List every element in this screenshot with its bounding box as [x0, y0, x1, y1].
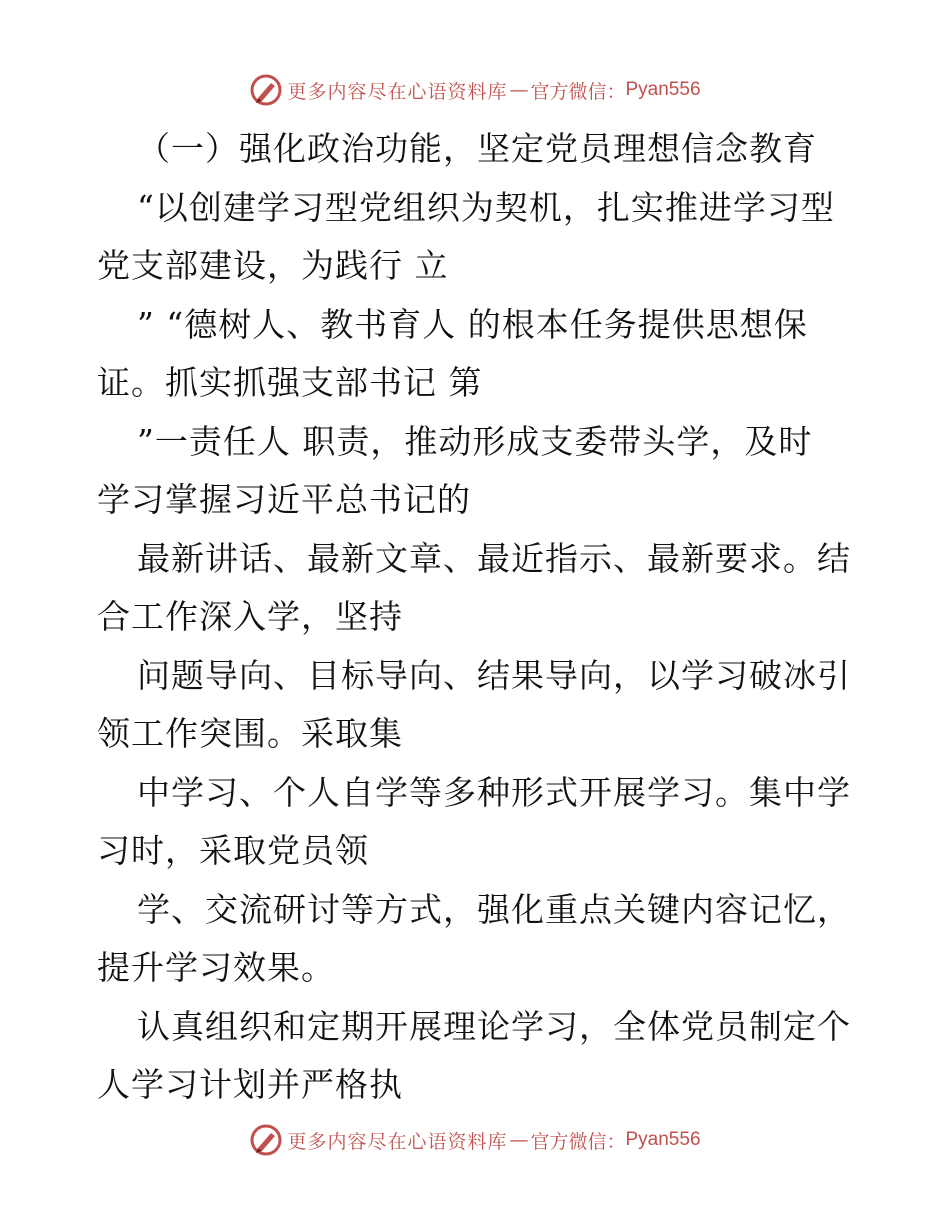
pen-logo-icon [249, 73, 283, 107]
paragraph-line: 中学习、个人自学等多种形式开展学习。集中学 [137, 772, 851, 812]
paragraph-line: ”一责任人 职责，推动形成支委带头学，及时 [137, 421, 813, 461]
paragraph-line: 领工作突围。采取集 [97, 714, 403, 753]
pen-logo-icon [249, 1123, 283, 1157]
watermark-wechat-label: 官方微信： [530, 80, 626, 103]
paragraph-line: 党支部建设，为践行 立 [97, 246, 449, 285]
paragraph-line: 人学习计划并严格执 [97, 1065, 403, 1104]
paragraph-line: 最新讲话、最新文章、最近指示、最新要求。结 [137, 538, 851, 578]
paragraph-line: “以创建学习型党组织为契机，扎实推进学习型 [137, 187, 835, 227]
document-body [97, 120, 867, 1115]
paragraph-line: 合工作深入学，坚持 [97, 597, 403, 636]
watermark-wechat-id: Pyan556 [625, 1129, 701, 1150]
paragraph-line: 认真组织和定期开展理论学习，全体党员制定个 [137, 1006, 851, 1046]
paragraph-line: 证。抓实抓强支部书记 第 [97, 363, 483, 402]
paragraph-line: 学、交流研讨等方式，强化重点关键内容记忆， [137, 889, 851, 929]
watermark-wechat-label: 官方微信： [530, 1130, 626, 1153]
watermark-brand: 更多内容尽在心语资料库 [287, 1130, 508, 1153]
paragraph-line: 习时，采取党员领 [97, 831, 369, 870]
paragraph-line: 学习掌握习近平总书记的 [97, 480, 471, 519]
watermark-separator: — [509, 79, 529, 101]
watermark-brand: 更多内容尽在心语资料库 [287, 80, 508, 103]
paragraph-line: 问题导向、目标导向、结果导向，以学习破冰引 [137, 655, 851, 695]
watermark-separator: — [509, 1129, 529, 1151]
section-heading: （一）强化政治功能，坚定党员理想信念教育 [137, 129, 817, 168]
paragraph-line: ” “德树人、教书育人 的根本任务提供思想保 [137, 304, 808, 344]
footer-watermark [0, 1120, 950, 1160]
watermark-wechat-id: Pyan556 [625, 79, 701, 100]
header-watermark [0, 70, 950, 110]
paragraph-line: 提升学习效果。 [97, 948, 335, 987]
